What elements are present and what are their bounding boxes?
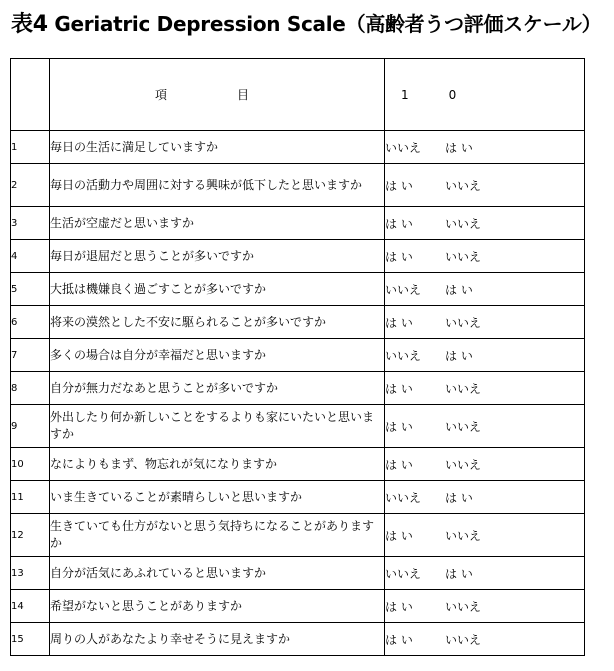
answer-score-1: は い [385,249,413,264]
answer-score-1: は い [385,315,413,330]
question-text: 自分が無力だなあと思うことが多いですか [50,372,385,405]
answer-cell [385,481,585,514]
table-row [11,557,585,590]
table-row [11,240,585,273]
question-text: なによりもまず、物忘れが気になりますか [50,448,385,481]
answer-cell [385,514,585,557]
answer-score-0: いいえ [445,457,482,472]
question-number: 12 [11,514,50,557]
question-number: 10 [11,448,50,481]
answer-score-0: は い [445,282,473,297]
answer-score-0: いいえ [445,528,482,543]
gds-table [10,58,585,656]
answer-cell [385,273,585,306]
answer-cell [385,372,585,405]
table-row [11,514,585,557]
question-number: 9 [11,405,50,448]
table-row [11,481,585,514]
answer-cell [385,405,585,448]
answer-score-1: は い [385,632,413,647]
answer-cell [385,131,585,164]
table-row [11,339,585,372]
table-row [11,131,585,164]
answer-cell [385,623,585,656]
question-text: 希望がないと思うことがありますか [50,590,385,623]
header-item-label-2: 目 [237,88,250,102]
question-text: 毎日が退屈だと思うことが多いですか [50,240,385,273]
table-number-label: 表4 [11,12,48,37]
answer-score-0: いいえ [445,381,482,396]
header-score-0: 0 [448,87,457,102]
question-number: 3 [11,207,50,240]
question-text: いま生きていることが素晴らしいと思いますか [50,481,385,514]
table-row [11,207,585,240]
answer-score-0: いいえ [445,178,482,193]
question-text: 多くの場合は自分が幸福だと思いますか [50,339,385,372]
answer-score-1: いいえ [385,490,422,505]
answer-cell [385,306,585,339]
answer-score-0: いいえ [445,249,482,264]
header-score-cell [385,59,585,131]
answer-score-0: は い [445,140,473,155]
question-number: 6 [11,306,50,339]
question-number: 15 [11,623,50,656]
question-number: 8 [11,372,50,405]
header-item-cell [50,59,385,131]
header-item-label-1: 項 [154,88,167,102]
answer-score-1: いいえ [385,140,422,155]
answer-score-1: は い [385,216,413,231]
question-text: 大抵は機嫌良く過ごすことが多いですか [50,273,385,306]
question-text: 外出したり何か新しいことをするよりも家にいたいと思いますか [50,405,385,448]
answer-score-0: いいえ [445,419,482,434]
question-number: 14 [11,590,50,623]
answer-score-0: は い [445,566,473,581]
table-row [11,448,585,481]
table-row [11,623,585,656]
table-row [11,164,585,207]
answer-cell [385,207,585,240]
question-number: 4 [11,240,50,273]
question-number: 13 [11,557,50,590]
answer-score-1: いいえ [385,348,422,363]
question-number: 2 [11,164,50,207]
document-title [11,4,601,44]
question-text: 生きていても仕方がないと思う気持ちになることがありますか [50,514,385,557]
answer-cell [385,590,585,623]
table-row [11,590,585,623]
table-header-row [11,59,585,131]
answer-cell [385,557,585,590]
answer-cell [385,339,585,372]
answer-score-1: は い [385,178,413,193]
answer-cell [385,240,585,273]
answer-score-0: いいえ [445,315,482,330]
answer-score-1: は い [385,419,413,434]
answer-cell [385,448,585,481]
answer-score-1: いいえ [385,566,422,581]
question-text: 将来の漠然とした不安に駆られることが多いですか [50,306,385,339]
answer-score-0: は い [445,348,473,363]
question-text: 自分が活気にあふれていると思いますか [50,557,385,590]
answer-score-0: いいえ [445,216,482,231]
answer-score-1: は い [385,599,413,614]
question-number: 1 [11,131,50,164]
question-text: 毎日の生活に満足していますか [50,131,385,164]
answer-score-0: いいえ [445,599,482,614]
question-text: 毎日の活動力や周囲に対する興味が低下したと思いますか [50,164,385,207]
answer-score-1: いいえ [385,282,422,297]
question-number: 7 [11,339,50,372]
question-number: 5 [11,273,50,306]
answer-score-1: は い [385,457,413,472]
header-score-1: 1 [401,87,409,102]
question-text: 生活が空虚だと思いますか [50,207,385,240]
table-row [11,405,585,448]
answer-score-0: は い [445,490,473,505]
question-text: 周りの人があなたより幸せそうに見えますか [50,623,385,656]
answer-score-0: いいえ [445,632,482,647]
scale-title: Geriatric Depression Scale（高齢者うつ評価スケール） [54,12,602,36]
table-row [11,372,585,405]
header-number-cell [11,59,50,131]
table-row [11,306,585,339]
question-number: 11 [11,481,50,514]
answer-score-1: は い [385,381,413,396]
answer-score-1: は い [385,528,413,543]
answer-cell [385,164,585,207]
table-row [11,273,585,306]
